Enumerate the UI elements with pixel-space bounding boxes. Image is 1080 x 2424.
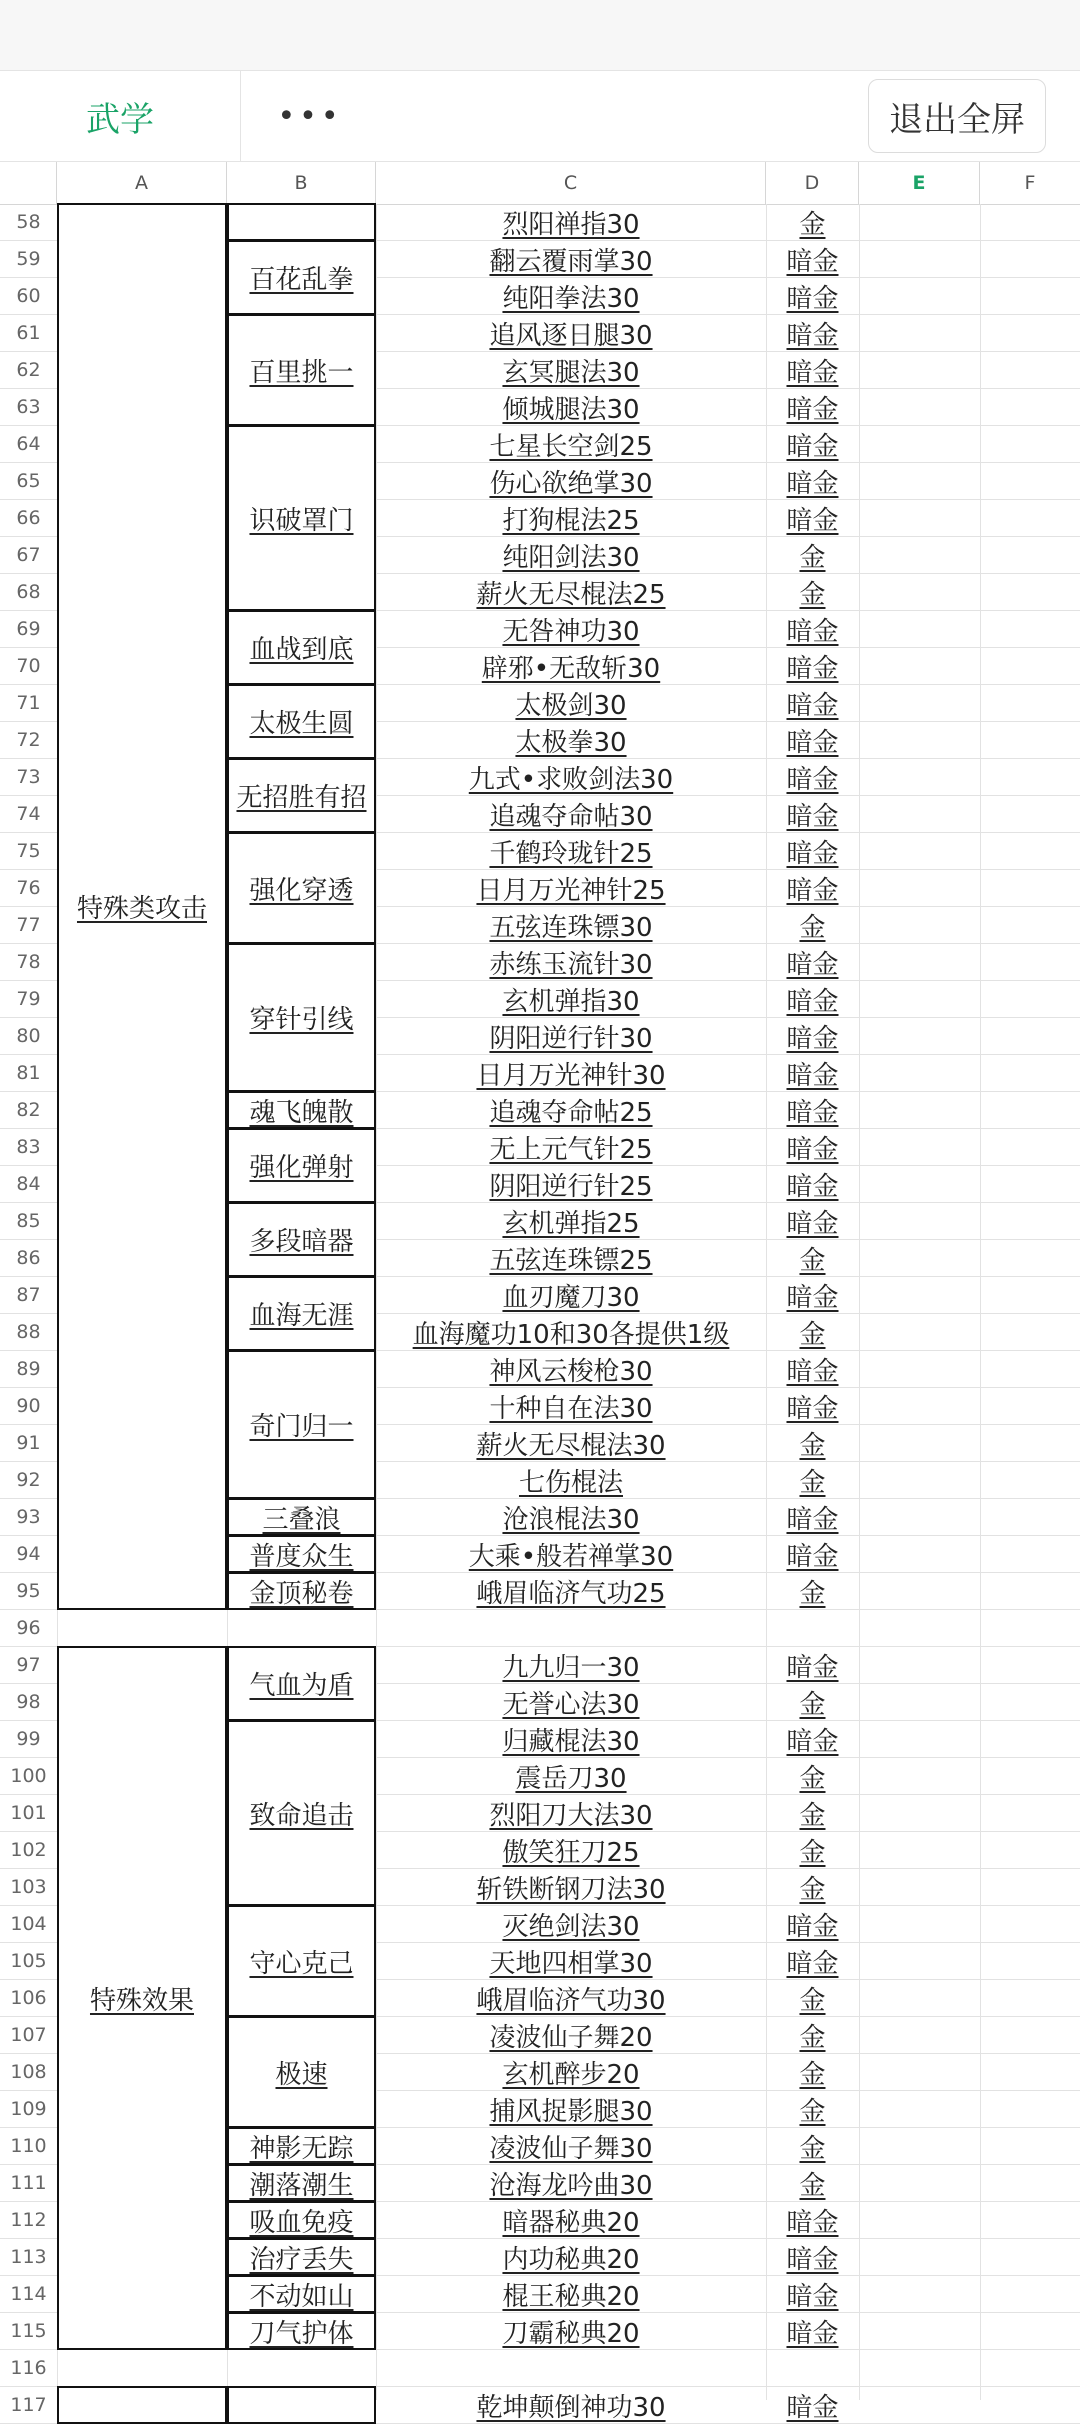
row-number[interactable]: 101 bbox=[10, 1802, 47, 1824]
subcategory-merged-cell[interactable]: 气血为盾 bbox=[227, 1646, 376, 1721]
cell-skill-name[interactable]: 凌波仙子舞20 bbox=[489, 2022, 653, 2053]
row-number[interactable]: 88 bbox=[16, 1321, 41, 1343]
row-number[interactable]: 97 bbox=[16, 1654, 41, 1676]
row-number[interactable]: 80 bbox=[16, 1025, 41, 1047]
cell-skill-name[interactable] bbox=[376, 2350, 766, 2386]
cell-skill-name[interactable]: 阴阳逆行针30 bbox=[489, 1023, 653, 1054]
cell-skill-name[interactable]: 十种自在法30 bbox=[489, 1393, 653, 1424]
cell-grade[interactable]: 暗金 bbox=[786, 875, 839, 906]
cell-grade[interactable]: 金 bbox=[799, 1319, 826, 1350]
cell-skill-name[interactable]: 倾城腿法30 bbox=[502, 394, 640, 425]
row-number[interactable]: 76 bbox=[16, 877, 41, 899]
cell-skill-name[interactable]: 神风云梭枪30 bbox=[489, 1356, 653, 1387]
cell-skill-name[interactable]: 天地四相掌30 bbox=[489, 1948, 653, 1979]
subcategory-merged-cell[interactable]: 金顶秘卷 bbox=[227, 1572, 376, 1610]
cell-grade[interactable]: 暗金 bbox=[786, 801, 839, 832]
cell-grade[interactable]: 暗金 bbox=[786, 986, 839, 1017]
cell-skill-name[interactable]: 薪火无尽棍法25 bbox=[476, 579, 666, 610]
cell-grade[interactable]: 暗金 bbox=[786, 2392, 839, 2423]
cell-grade[interactable]: 金 bbox=[799, 1985, 826, 2016]
row-number[interactable]: 72 bbox=[16, 729, 41, 751]
cell-grade[interactable]: 暗金 bbox=[786, 1282, 839, 1313]
cell-grade[interactable]: 暗金 bbox=[786, 1652, 839, 1683]
cell-skill-name[interactable]: 玄机醉步20 bbox=[502, 2059, 640, 2090]
cell-skill-name[interactable]: 棍王秘典20 bbox=[502, 2281, 640, 2312]
row-number[interactable]: 114 bbox=[10, 2283, 47, 2305]
row-number[interactable]: 91 bbox=[16, 1432, 41, 1454]
cell-grade[interactable]: 暗金 bbox=[786, 1097, 839, 1128]
cell-grade[interactable]: 暗金 bbox=[786, 1171, 839, 1202]
cell-skill-name[interactable]: 九式•求败剑法30 bbox=[468, 764, 674, 795]
subcategory-merged-cell[interactable]: 多段暗器 bbox=[227, 1202, 376, 1277]
cell-grade[interactable]: 暗金 bbox=[786, 394, 839, 425]
cell-skill-name[interactable]: 阴阳逆行针25 bbox=[489, 1171, 653, 1202]
row-number[interactable]: 105 bbox=[10, 1950, 47, 1972]
subcategory-merged-cell[interactable]: 穿针引线 bbox=[227, 943, 376, 1092]
cell-skill-name[interactable]: 九九归一30 bbox=[502, 1652, 640, 1683]
row-number[interactable]: 93 bbox=[16, 1506, 41, 1528]
more-button[interactable]: ••• bbox=[277, 98, 343, 134]
cell-grade[interactable]: 暗金 bbox=[786, 2281, 839, 2312]
subcategory-merged-cell[interactable]: 强化穿透 bbox=[227, 832, 376, 944]
cell-skill-name[interactable]: 内功秘典20 bbox=[502, 2244, 640, 2275]
subcategory-merged-cell[interactable]: 强化弹射 bbox=[227, 1128, 376, 1203]
column-header-b[interactable]: B bbox=[227, 162, 376, 204]
subcategory-merged-cell[interactable] bbox=[227, 2386, 376, 2424]
column-header-a[interactable]: A bbox=[57, 162, 227, 204]
column-header-bar bbox=[0, 162, 1080, 205]
cell-grade[interactable]: 暗金 bbox=[786, 468, 839, 499]
spreadsheet-grid[interactable] bbox=[0, 204, 1080, 2423]
subcategory-merged-cell[interactable]: 极速 bbox=[227, 2016, 376, 2128]
cell-skill-name[interactable] bbox=[376, 1610, 766, 1646]
cell-grade[interactable]: 暗金 bbox=[786, 616, 839, 647]
subcategory-merged-cell[interactable]: 治疗丢失 bbox=[227, 2238, 376, 2276]
row-number[interactable]: 84 bbox=[16, 1173, 41, 1195]
cell-grade[interactable]: 金 bbox=[799, 2022, 826, 2053]
cell-grade[interactable]: 暗金 bbox=[786, 1134, 839, 1165]
cell-skill-name[interactable]: 追魂夺命帖25 bbox=[489, 1097, 653, 1128]
cell-skill-name[interactable]: 玄机弹指25 bbox=[502, 1208, 640, 1239]
column-header-c[interactable]: C bbox=[376, 162, 766, 204]
cell-grade[interactable]: 暗金 bbox=[786, 838, 839, 869]
cell-grade[interactable]: 暗金 bbox=[786, 1208, 839, 1239]
cell-skill-name[interactable]: 辟邪•无敌斩30 bbox=[481, 653, 661, 684]
cell-skill-name[interactable]: 暗器秘典20 bbox=[502, 2207, 640, 2238]
subcategory-merged-cell[interactable]: 三叠浪 bbox=[227, 1498, 376, 1536]
table-row[interactable] bbox=[0, 2350, 1080, 2387]
category-merged-cell[interactable] bbox=[57, 2386, 227, 2424]
row-number[interactable]: 109 bbox=[10, 2098, 47, 2120]
row-number[interactable]: 71 bbox=[16, 692, 41, 714]
row-number[interactable]: 62 bbox=[16, 359, 41, 381]
table-row[interactable] bbox=[0, 1610, 1080, 1647]
subcategory-merged-cell[interactable]: 血海无涯 bbox=[227, 1276, 376, 1351]
cell-skill-name[interactable]: 五弦连珠镖30 bbox=[489, 912, 653, 943]
row-number[interactable]: 68 bbox=[16, 581, 41, 603]
row-number[interactable]: 100 bbox=[10, 1765, 47, 1787]
row-number[interactable]: 117 bbox=[10, 2394, 47, 2416]
subcategory-merged-cell[interactable]: 太极生圆 bbox=[227, 684, 376, 759]
cell-skill-name[interactable]: 薪火无尽棍法30 bbox=[476, 1430, 666, 1461]
subcategory-merged-cell[interactable]: 识破罩门 bbox=[227, 425, 376, 611]
cell-grade[interactable]: 金 bbox=[799, 2133, 826, 2164]
cell-grade[interactable]: 金 bbox=[799, 209, 826, 240]
cell-skill-name[interactable]: 玄机弹指30 bbox=[502, 986, 640, 1017]
cell-grade[interactable]: 暗金 bbox=[786, 1060, 839, 1091]
column-header-e[interactable]: E bbox=[859, 162, 980, 204]
cell-grade[interactable]: 暗金 bbox=[786, 727, 839, 758]
subcategory-merged-cell[interactable]: 吸血免疫 bbox=[227, 2201, 376, 2239]
cell-grade[interactable]: 暗金 bbox=[786, 1356, 839, 1387]
cell-grade[interactable]: 金 bbox=[799, 1467, 826, 1498]
toolbar bbox=[0, 70, 1080, 162]
cell-skill-name[interactable]: 血刃魔刀30 bbox=[502, 1282, 640, 1313]
row-number[interactable]: 106 bbox=[10, 1987, 47, 2009]
cell-grade[interactable]: 暗金 bbox=[786, 690, 839, 721]
cell-skill-name[interactable]: 无誉心法30 bbox=[502, 1689, 640, 1720]
row-number[interactable]: 65 bbox=[16, 470, 41, 492]
row-number[interactable]: 95 bbox=[16, 1580, 41, 1602]
cell-skill-name[interactable]: 玄冥腿法30 bbox=[502, 357, 640, 388]
row-number[interactable]: 87 bbox=[16, 1284, 41, 1306]
subcategory-merged-cell[interactable]: 致命追击 bbox=[227, 1720, 376, 1906]
row-number[interactable]: 113 bbox=[10, 2246, 47, 2268]
row-number[interactable]: 116 bbox=[10, 2357, 47, 2379]
cell-grade[interactable]: 暗金 bbox=[786, 949, 839, 980]
cell-grade[interactable]: 金 bbox=[799, 912, 826, 943]
cell-grade[interactable]: 金 bbox=[799, 1689, 826, 1720]
column-header-f[interactable]: F bbox=[1024, 172, 1036, 194]
cell-grade[interactable]: 金 bbox=[799, 542, 826, 573]
row-number[interactable]: 74 bbox=[16, 803, 41, 825]
cell-skill-name[interactable]: 沧浪棍法30 bbox=[502, 1504, 640, 1535]
cell-skill-name[interactable]: 太极剑30 bbox=[515, 690, 627, 721]
cell-skill-name[interactable]: 血海魔功10和30各提供1级 bbox=[412, 1319, 730, 1350]
cell-skill-name[interactable]: 追魂夺命帖30 bbox=[489, 801, 653, 832]
cell-skill-name[interactable]: 峨眉临济气功30 bbox=[476, 1985, 666, 2016]
cell-skill-name[interactable]: 五弦连珠镖25 bbox=[489, 1245, 653, 1276]
cell-skill-name[interactable]: 乾坤颠倒神功30 bbox=[476, 2392, 666, 2423]
cell-grade[interactable]: 暗金 bbox=[786, 2318, 839, 2349]
row-number[interactable]: 96 bbox=[16, 1617, 41, 1639]
cell-skill-name[interactable]: 归藏棍法30 bbox=[502, 1726, 640, 1757]
row-number[interactable]: 104 bbox=[10, 1913, 47, 1935]
row-number[interactable]: 60 bbox=[16, 285, 41, 307]
cell-grade[interactable]: 金 bbox=[799, 1578, 826, 1609]
cell-grade[interactable]: 金 bbox=[799, 1763, 826, 1794]
cell-grade[interactable]: 暗金 bbox=[786, 1541, 839, 1572]
cell-skill-name[interactable]: 峨眉临济气功25 bbox=[476, 1578, 666, 1609]
subcategory-merged-cell[interactable]: 普度众生 bbox=[227, 1535, 376, 1573]
subcategory-merged-cell[interactable] bbox=[227, 203, 376, 241]
cell-grade[interactable]: 金 bbox=[799, 1837, 826, 1868]
row-number[interactable]: 69 bbox=[16, 618, 41, 640]
row-number[interactable]: 85 bbox=[16, 1210, 41, 1232]
row-number[interactable]: 110 bbox=[10, 2135, 47, 2157]
category-merged-cell[interactable]: 特殊效果 bbox=[57, 1646, 227, 2350]
cell-skill-name[interactable]: 纯阳拳法30 bbox=[502, 283, 640, 314]
cell-grade[interactable]: 暗金 bbox=[786, 2207, 839, 2238]
cell-grade[interactable]: 金 bbox=[799, 2096, 826, 2127]
cell-skill-name[interactable]: 伤心欲绝掌30 bbox=[489, 468, 653, 499]
cell-skill-name[interactable]: 大乘•般若禅掌30 bbox=[468, 1541, 674, 1572]
subcategory-merged-cell[interactable]: 神影无踪 bbox=[227, 2127, 376, 2165]
cell-skill-name[interactable]: 日月万光神针25 bbox=[476, 875, 666, 906]
cell-skill-name[interactable]: 烈阳刀大法30 bbox=[489, 1800, 653, 1831]
cell-skill-name[interactable]: 捕风捉影腿30 bbox=[489, 2096, 653, 2127]
cell-skill-name[interactable]: 斩铁断钢刀法30 bbox=[476, 1874, 666, 1905]
cell-grade[interactable]: 暗金 bbox=[786, 505, 839, 536]
status-bar bbox=[0, 0, 1080, 70]
row-number[interactable]: 59 bbox=[16, 248, 41, 270]
cell-grade[interactable]: 暗金 bbox=[786, 1948, 839, 1979]
cell-skill-name[interactable]: 凌波仙子舞30 bbox=[489, 2133, 653, 2164]
row-number[interactable]: 82 bbox=[16, 1099, 41, 1121]
sheet-tab[interactable]: 武学 bbox=[0, 71, 241, 161]
row-number[interactable]: 75 bbox=[16, 840, 41, 862]
cell-grade[interactable]: 金 bbox=[799, 1800, 826, 1831]
column-header-d[interactable]: D bbox=[766, 162, 859, 204]
row-number[interactable]: 79 bbox=[16, 988, 41, 1010]
subcategory-merged-cell[interactable]: 魂飞魄散 bbox=[227, 1091, 376, 1129]
row-number[interactable]: 107 bbox=[10, 2024, 47, 2046]
subcategory-merged-cell[interactable]: 不动如山 bbox=[227, 2275, 376, 2313]
cell-skill-name[interactable]: 翻云覆雨掌30 bbox=[489, 246, 653, 277]
exit-fullscreen-button[interactable]: 退出全屏 bbox=[868, 79, 1046, 153]
cell-grade[interactable] bbox=[766, 2350, 859, 2386]
cell-skill-name[interactable]: 纯阳剑法30 bbox=[502, 542, 640, 573]
row-number[interactable]: 81 bbox=[16, 1062, 41, 1084]
subcategory-merged-cell[interactable]: 无招胜有招 bbox=[227, 758, 376, 833]
row-number[interactable]: 66 bbox=[16, 507, 41, 529]
cell-grade[interactable]: 暗金 bbox=[786, 1726, 839, 1757]
row-number[interactable]: 77 bbox=[16, 914, 41, 936]
cell-skill-name[interactable]: 太极拳30 bbox=[515, 727, 627, 758]
cell-grade[interactable]: 暗金 bbox=[786, 1504, 839, 1535]
row-number[interactable]: 63 bbox=[16, 396, 41, 418]
row-number[interactable]: 90 bbox=[16, 1395, 41, 1417]
cell-grade[interactable]: 金 bbox=[799, 579, 826, 610]
cell-grade[interactable]: 暗金 bbox=[786, 357, 839, 388]
row-number[interactable]: 67 bbox=[16, 544, 41, 566]
cell-grade[interactable]: 暗金 bbox=[786, 1911, 839, 1942]
subcategory-merged-cell[interactable]: 血战到底 bbox=[227, 610, 376, 685]
cell-skill-name[interactable]: 无上元气针25 bbox=[489, 1134, 653, 1165]
cell-grade[interactable]: 暗金 bbox=[786, 764, 839, 795]
subcategory-merged-cell[interactable]: 潮落潮生 bbox=[227, 2164, 376, 2202]
row-number[interactable]: 64 bbox=[16, 433, 41, 455]
cell-grade[interactable]: 暗金 bbox=[786, 653, 839, 684]
cell-grade[interactable]: 金 bbox=[799, 2170, 826, 2201]
cell-skill-name[interactable]: 傲笑狂刀25 bbox=[502, 1837, 640, 1868]
cell-skill-name[interactable]: 七伤棍法 bbox=[518, 1467, 623, 1498]
cell-grade[interactable]: 暗金 bbox=[786, 1393, 839, 1424]
subcategory-merged-cell[interactable]: 百里挑一 bbox=[227, 314, 376, 426]
cell-skill-name[interactable]: 追风逐日腿30 bbox=[489, 320, 653, 351]
row-number[interactable]: 78 bbox=[16, 951, 41, 973]
row-number[interactable]: 99 bbox=[16, 1728, 41, 1750]
cell-grade[interactable]: 暗金 bbox=[786, 283, 839, 314]
cell-grade[interactable]: 暗金 bbox=[786, 246, 839, 277]
subcategory-merged-cell[interactable]: 刀气护体 bbox=[227, 2312, 376, 2350]
cell-skill-name[interactable]: 赤练玉流针30 bbox=[489, 949, 653, 980]
cell-skill-name[interactable]: 震岳刀30 bbox=[515, 1763, 627, 1794]
subcategory-merged-cell[interactable]: 奇门归一 bbox=[227, 1350, 376, 1499]
cell-grade[interactable]: 暗金 bbox=[786, 2244, 839, 2275]
row-number[interactable]: 115 bbox=[10, 2320, 47, 2342]
row-number[interactable]: 108 bbox=[10, 2061, 47, 2083]
cell-skill-name[interactable]: 日月万光神针30 bbox=[476, 1060, 666, 1091]
cell-skill-name[interactable]: 灭绝剑法30 bbox=[502, 1911, 640, 1942]
row-number[interactable]: 70 bbox=[16, 655, 41, 677]
row-number[interactable]: 86 bbox=[16, 1247, 41, 1269]
row-number[interactable]: 83 bbox=[16, 1136, 41, 1158]
cell-grade[interactable]: 金 bbox=[799, 1874, 826, 1905]
row-number[interactable]: 94 bbox=[16, 1543, 41, 1565]
cell-skill-name[interactable]: 七星长空剑25 bbox=[489, 431, 653, 462]
row-number[interactable]: 111 bbox=[10, 2172, 47, 2194]
row-number[interactable]: 98 bbox=[16, 1691, 41, 1713]
cell-grade[interactable]: 金 bbox=[799, 2059, 826, 2090]
corner-cell[interactable] bbox=[0, 162, 57, 204]
row-number[interactable]: 103 bbox=[10, 1876, 47, 1898]
category-merged-cell[interactable]: 特殊类攻击 bbox=[57, 203, 227, 1610]
cell-skill-name[interactable]: 无咎神功30 bbox=[502, 616, 640, 647]
row-number[interactable]: 73 bbox=[16, 766, 41, 788]
row-number[interactable]: 102 bbox=[10, 1839, 47, 1861]
cell-skill-name[interactable]: 千鹤玲珑针25 bbox=[489, 838, 653, 869]
cell-grade[interactable]: 暗金 bbox=[786, 1023, 839, 1054]
cell-grade[interactable]: 暗金 bbox=[786, 320, 839, 351]
cell-skill-name[interactable]: 烈阳禅指30 bbox=[502, 209, 640, 240]
row-number[interactable]: 89 bbox=[16, 1358, 41, 1380]
cell-skill-name[interactable]: 打狗棍法25 bbox=[502, 505, 640, 536]
subcategory-merged-cell[interactable]: 守心克己 bbox=[227, 1905, 376, 2017]
cell-skill-name[interactable]: 刀霸秘典20 bbox=[502, 2318, 640, 2349]
cell-grade[interactable]: 金 bbox=[799, 1430, 826, 1461]
subcategory-merged-cell[interactable]: 百花乱拳 bbox=[227, 240, 376, 315]
cell-skill-name[interactable]: 沧海龙吟曲30 bbox=[489, 2170, 653, 2201]
row-number[interactable]: 61 bbox=[16, 322, 41, 344]
row-number[interactable]: 92 bbox=[16, 1469, 41, 1491]
row-number[interactable]: 112 bbox=[10, 2209, 47, 2231]
cell-grade[interactable]: 金 bbox=[799, 1245, 826, 1276]
cell-grade[interactable]: 暗金 bbox=[786, 431, 839, 462]
cell-grade[interactable] bbox=[766, 1610, 859, 1646]
row-number[interactable]: 58 bbox=[16, 211, 41, 233]
